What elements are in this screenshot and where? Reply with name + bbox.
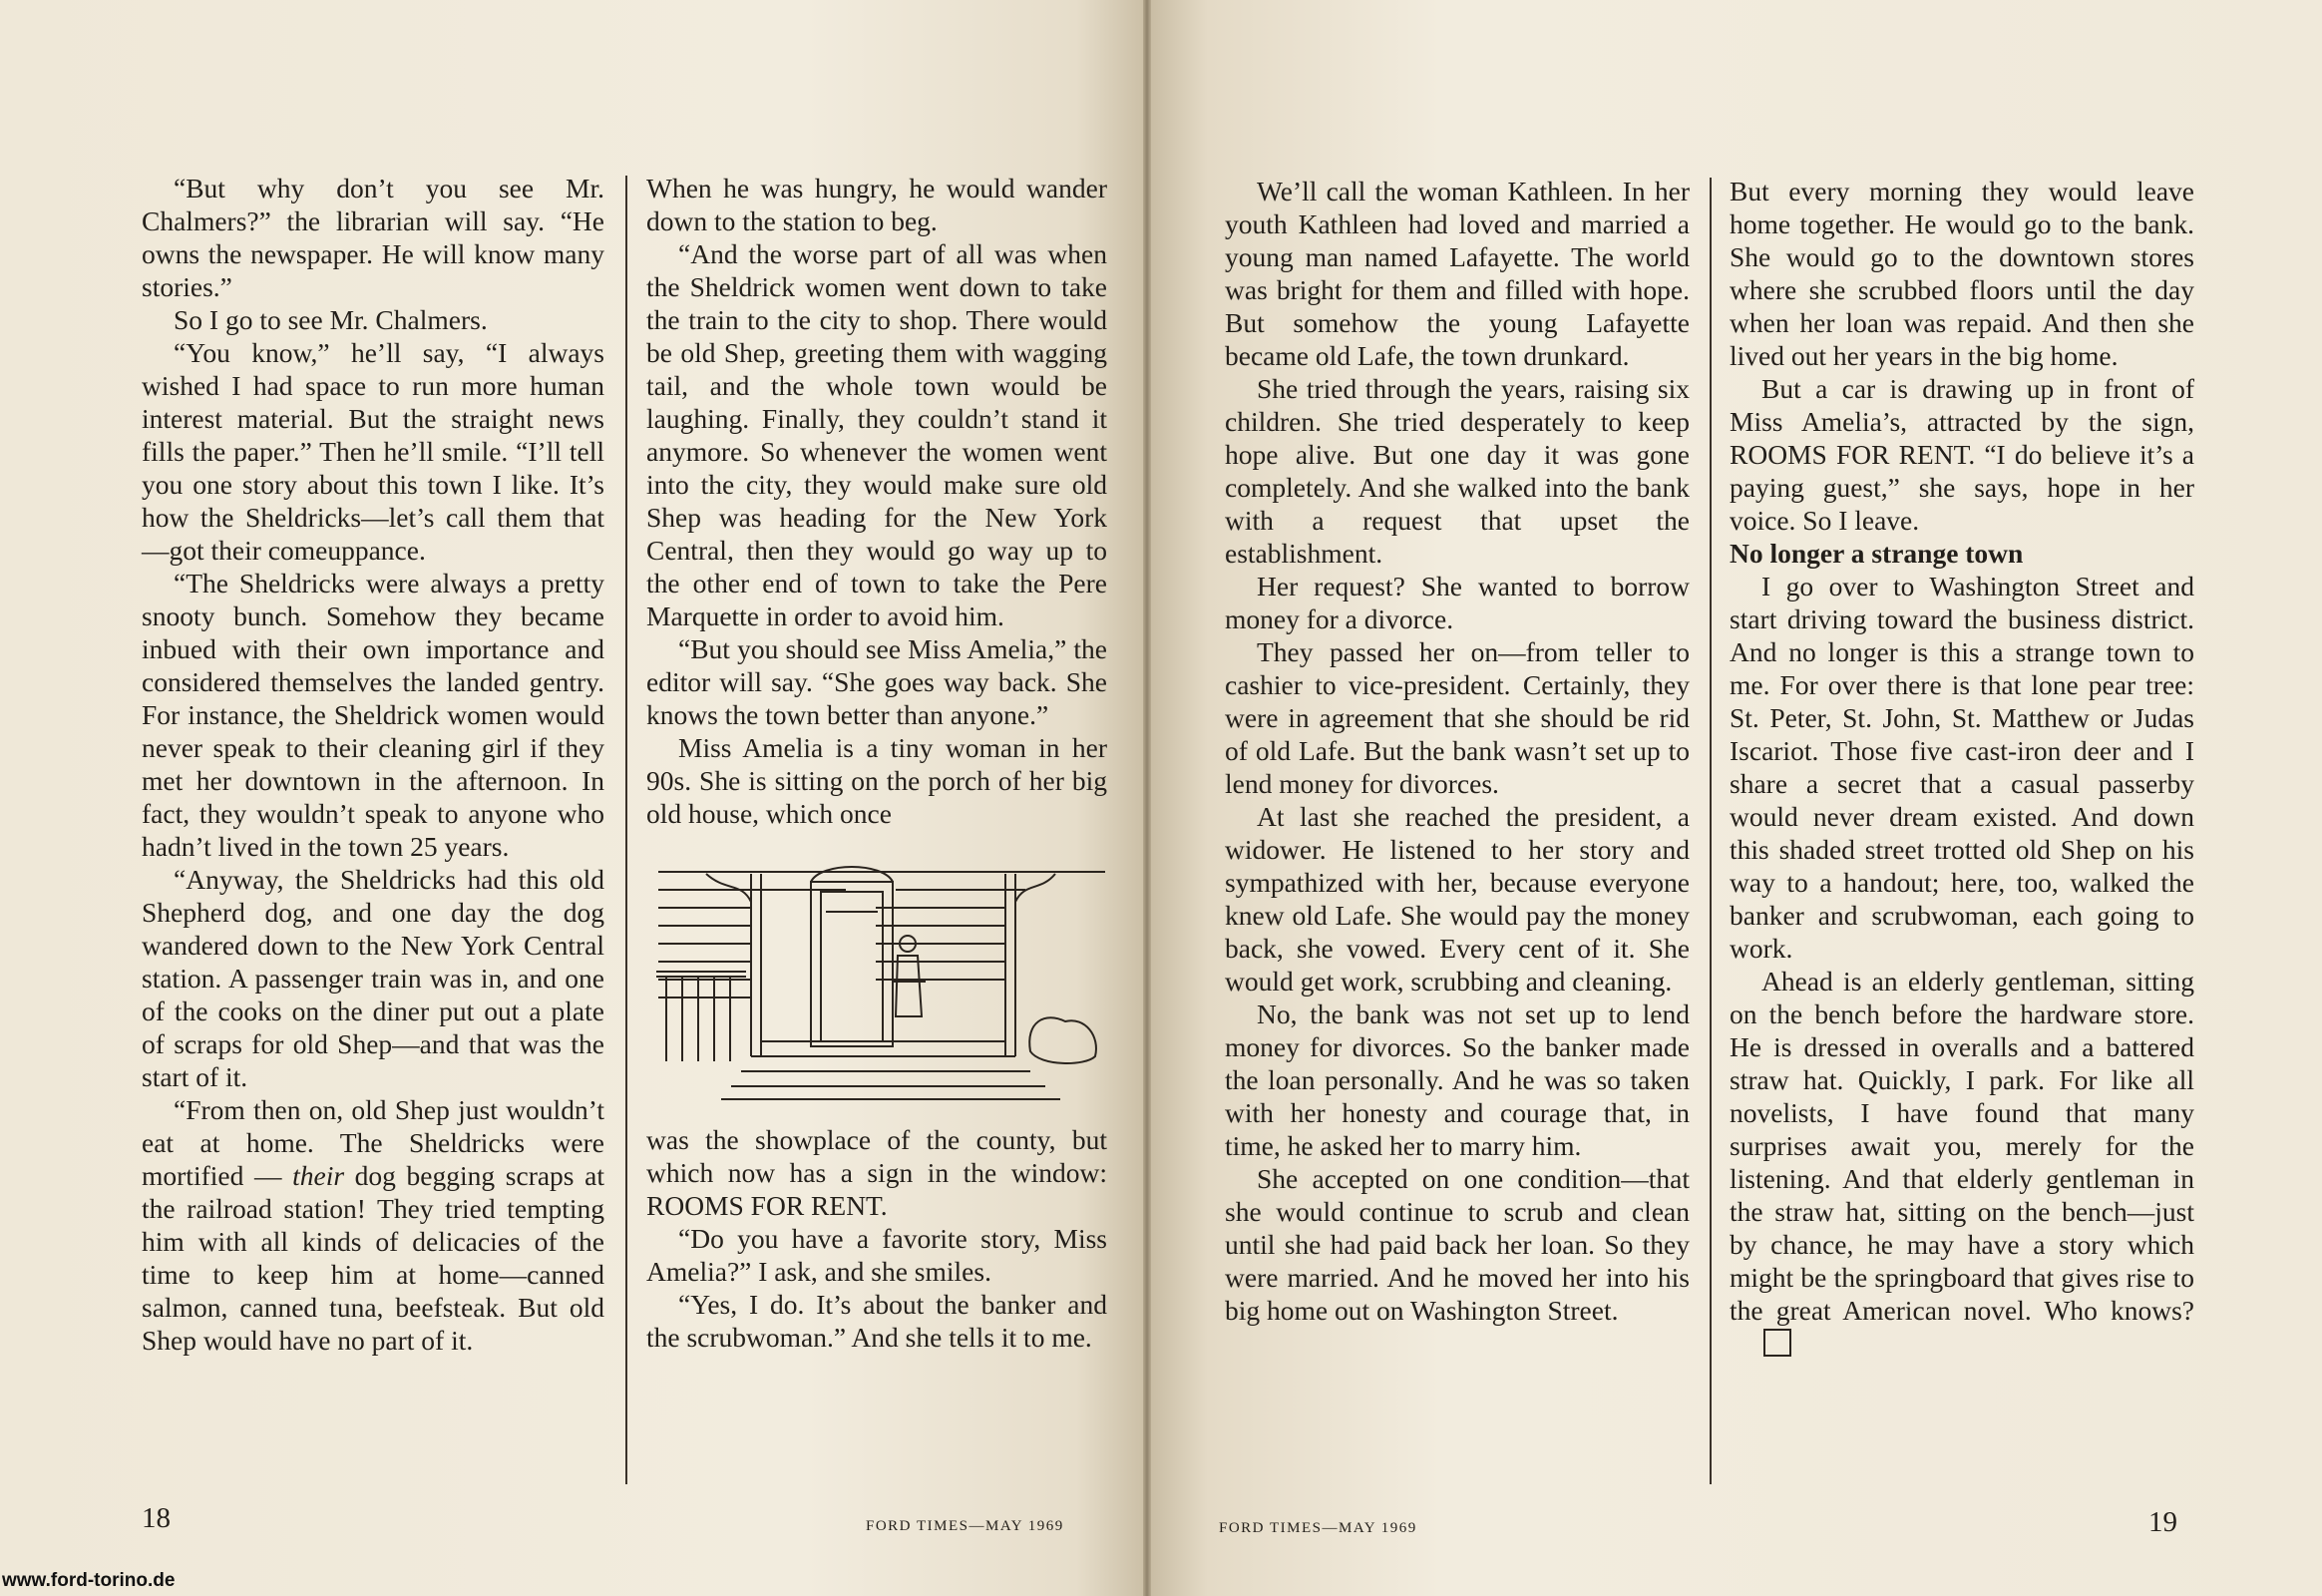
paragraph: Her request? She wanted to borrow money for a divorce. <box>1225 571 1690 634</box>
section-subhead: No longer a strange town <box>1730 538 2024 569</box>
paragraph: She tried through the years, raising six children. She tried desperately to keep hope alive. But one day it was gone completely. And she walked into the bank with a request that upset the establishment. <box>1225 373 1690 569</box>
paragraph: So I go to see Mr. Chalmers. <box>174 304 488 335</box>
text-run: dog begging scraps at the railroad station! They tried tempting him with all kinds of delicacies of the time to keep him at home—canned salmon, canned tuna, beefsteak. But old Shep would have no part of it. <box>142 1160 604 1356</box>
paragraph: “You know,” he’ll say, “I always wished I had space to run more human interest material. But the straight news fills the paper.” Then he’ll smile. “I’ll tell you one story about this town I like. It’s how the Sheldricks—let’s call them that—got their comeuppance. <box>142 337 604 566</box>
paragraph: “Yes, I do. It’s about the banker and the scrubwoman.” And she tells it to me. <box>646 1289 1107 1353</box>
paragraph: But every morning they would leave home together. He would go to the bank. She would go to the downtown stores where she scrubbed floors until the day when her loan was repaid. And then she lived out her years in the big home. <box>1730 176 2194 371</box>
text-run: Ahead is an elderly gentleman, sitting on the bench before the hardware store. He is dressed in overalls and a battered straw hat. Quickly, I park. For like all novelists, I have found that many surprises await you, merely for the listening. And that elderly gentleman in the straw hat, sitting on the bench—just by chance, he may have a story which might be the springboard that gives rise to the great American novel. Who knows? <box>1730 966 2194 1326</box>
paragraph <box>142 1093 604 1357</box>
paragraph: “Anyway, the Sheldricks had this old Shepherd dog, and one day the dog wandered down to the New York Central station. A passenger train was in, and one of the cooks on the diner put out a plate of scraps for old Shep—and that was the start of it. <box>142 864 604 1092</box>
paragraph: “And the worse part of all was when the Sheldrick women went down to take the train to the city to shop. There would be old Shep, greeting them with wagging tail, and the whole town would be laughing. Finally, they couldn’t stand it anymore. So whenever the women went into the city, they would make sure old Shep was heading for the New York Central, then they would go way up to the other end of town to take the Pere Marquette in order to avoid him. <box>646 238 1107 631</box>
column-rule-left <box>625 176 627 1484</box>
paragraph: Miss Amelia is a tiny woman in her 90s. She is sitting on the porch of her big old house, which once <box>646 732 1107 829</box>
article-column-2 <box>646 172 1107 1354</box>
paragraph: They passed her on—from teller to cashier to vice-president. Certainly, they were in agreement that she should be rid of old Lafe. But the bank wasn’t set up to lend money for divorces. <box>1225 636 1690 799</box>
paragraph: “Do you have a favorite story, Miss Amelia?” I ask, and she smiles. <box>646 1223 1107 1287</box>
page-number-right: 19 <box>2148 1506 2177 1538</box>
paragraph: At last she reached the president, a widower. He listened to her story and sympathized with her, because everyone knew old Lafe. She would pay the money back, she vowed. Every cent of it. She would get work, scrubbing and cleaning. <box>1225 801 1690 997</box>
emphasis-text: their <box>292 1160 345 1191</box>
running-head-left: FORD TIMES—MAY 1969 <box>866 1518 1064 1534</box>
paragraph <box>1730 965 2194 1360</box>
paragraph: was the showplace of the county, but which now has a sign in the window: ROOMS FOR RENT. <box>646 1124 1107 1221</box>
book-gutter <box>1143 0 1151 1596</box>
porch-illustration <box>646 852 1107 1101</box>
article-column-1 <box>142 172 604 1357</box>
column-rule-right <box>1710 178 1712 1484</box>
paragraph: We’ll call the woman Kathleen. In her youth Kathleen had loved and married a young man named Lafayette. The world was bright for them and filled with hope. But somehow the young Lafayette became old Lafe, the town drunkard. <box>1225 176 1690 371</box>
text-run: “From then on, old Shep just wouldn’t eat at home. The Sheldricks were mortified — <box>142 1094 604 1191</box>
paragraph: She accepted on one condition—that she would continue to scrub and clean until she had paid back her loan. So they were married. And he moved her into his big home out on Washington Street. <box>1225 1163 1690 1326</box>
article-column-3 <box>1225 175 1690 1327</box>
site-watermark: www.ford-torino.de <box>2 1570 176 1591</box>
paragraph: “But why don’t you see Mr. Chalmers?” the librarian will say. “He owns the newspaper. He will know many stories.” <box>142 173 604 302</box>
paragraph: When he was hungry, he would wander down to the station to beg. <box>646 173 1107 236</box>
house-porch-drawing <box>646 852 1107 1101</box>
paragraph: But a car is drawing up in front of Miss Amelia’s, attracted by the sign, ROOMS FOR RENT. “I do believe it’s a paying guest,” she says, hope in her voice. So I leave. <box>1730 373 2194 536</box>
article-column-4 <box>1730 175 2194 1360</box>
end-mark-icon <box>1763 1329 1791 1357</box>
paragraph: I go over to Washington Street and start driving toward the business district. And no longer is this a strange town to me. For over there is that lone pear tree: St. Peter, St. John, St. Matthew or Judas Iscariot. Those five cast-iron deer and I share a secret that a casual passerby would never dream existed. And down this shaded street trotted old Shep on his way to a handout; here, too, walked the banker and scrubwoman, each going to work. <box>1730 571 2194 964</box>
paragraph: “But you should see Miss Amelia,” the editor will say. “She goes way back. She knows the town better than anyone.” <box>646 633 1107 730</box>
page-number-left: 18 <box>142 1502 171 1534</box>
paragraph: No, the bank was not set up to lend money for divorces. So the banker made the loan personally. And he was so taken with her honesty and courage that, in time, he asked her to marry him. <box>1225 998 1690 1161</box>
paragraph: “The Sheldricks were always a pretty snooty bunch. Somehow they became inbued with their own importance and considered themselves the landed gentry. For instance, the Sheldrick women would never speak to their cleaning girl if they met her downtown in the afternoon. In fact, they wouldn’t speak to anyone who hadn’t lived in the town 25 years. <box>142 568 604 862</box>
running-head-right: FORD TIMES—MAY 1969 <box>1219 1520 1417 1536</box>
